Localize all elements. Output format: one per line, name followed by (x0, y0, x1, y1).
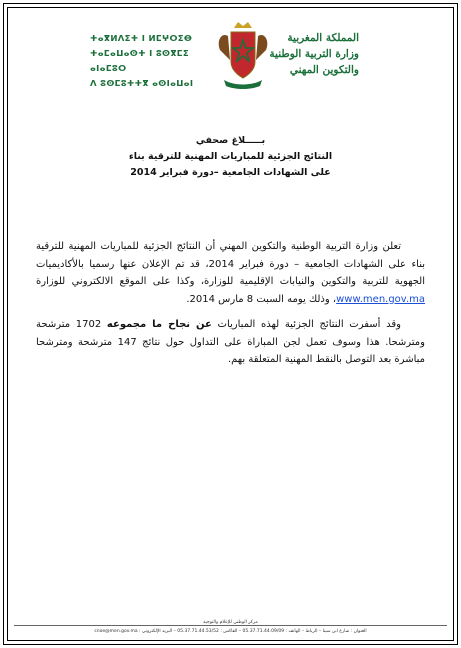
letterhead (14, 20, 447, 100)
paragraph-2 (36, 316, 425, 369)
footer-address: العنوان : شارع ابن سينا – الرباط – الهاتف : 05.37.71.44.09/09 – الفاكس : 05.37.71.44.53/52 – البريد الإلكتروني : cnoe@men.gov.ma (94, 629, 367, 634)
tifinagh-line: ⵜⴰⵎⴰⵡⴰⵙⵜ ⵏ ⵓⵙⴳⵎⵉ ⴰⵏⴰⵎⵓⵔ (90, 49, 189, 74)
title-line: النتائج الجزئية للمباريات المهنية للترقية بناء (128, 151, 333, 162)
footer (14, 618, 447, 636)
ministry-website-link[interactable]: www.men.gov.ma (336, 293, 425, 305)
bold-text: عن نجاح ما مجموعه (106, 319, 212, 330)
paragraph-text: 1702 مترشحة ومترشحا. هذا وسوف تعمل لجن المباراة على التداول حول نتائج 147 مترشحة ومترشحا مباشرة بعد التوصل بالنقط المهنية المتعلقة بهم. (36, 319, 425, 365)
footer-line: مركز الوطني للإعلام والتوجيه (203, 620, 258, 625)
arabic-ministry-name (249, 30, 359, 78)
arabic-line: المملكة المغربية (287, 32, 359, 44)
title-line: بـــــلاغ صحفي (195, 135, 266, 146)
press-release-body (36, 238, 425, 377)
paragraph-text: ، وذلك يومه السبت 8 مارس 2014. (186, 293, 337, 305)
paragraph-text: وقد أسفرت النتائج الجزئية لهذه المباريات (211, 319, 401, 330)
tifinagh-line: ⵜⴰⴳⵍⴷⵉⵜ ⵏ ⵍⵎⵖⵔⵉⴱ (90, 34, 193, 44)
title-line: على الشهادات الجامعية –دورة فبراير 2014 (130, 167, 331, 178)
tifinagh-ministry-name (90, 32, 208, 92)
press-release-title (20, 133, 441, 181)
paragraph-1 (36, 238, 425, 308)
arabic-line: والتكوين المهني (289, 64, 359, 76)
paragraph-text: تعلن وزارة التربية الوطنية والتكوين المهني أن النتائج الجزئية للمباريات المهنية للترقية بناء على الشهادات الجامعية – دورة فبراير 2014، قد تم الإعلان عنها رسميا بالأكاديميات الجهوية للتربية والتكوين والنيابات الإقليمية للوزارة، وكذا على الموقع الالكتروني للوزارة (36, 241, 425, 287)
tifinagh-line: ⴷ ⵓⵙⵎⵓⵜⵜⴳ ⴰⵙⵏⴰⵡⴰⵏ (90, 79, 194, 89)
arabic-line: وزارة التربية الوطنية (269, 48, 359, 60)
